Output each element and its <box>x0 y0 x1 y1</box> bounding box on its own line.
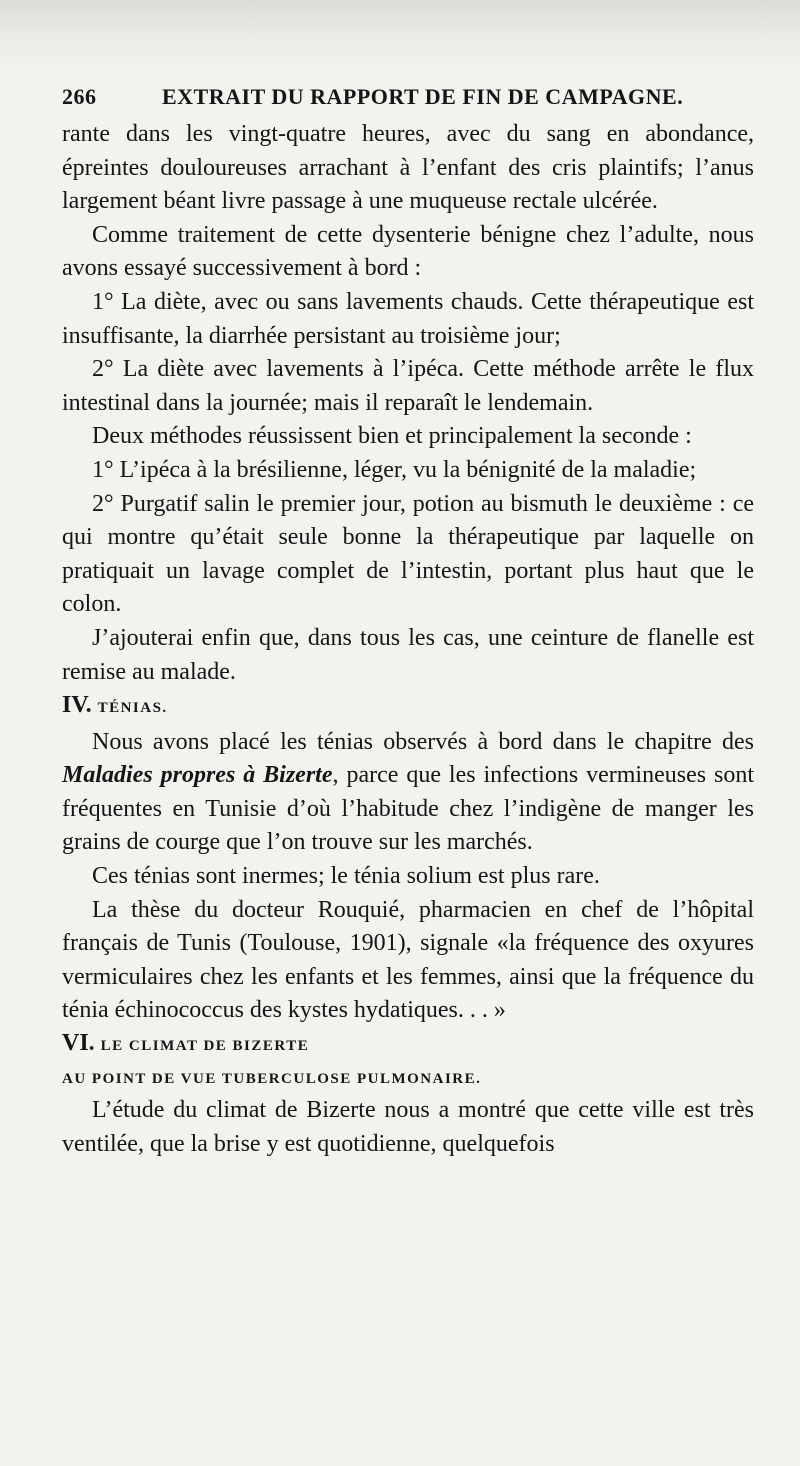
section-heading-iv <box>62 689 754 726</box>
paragraph: Ces ténias sont inermes; le ténia solium est plus rare. <box>92 863 600 890</box>
paragraph: Comme traitement de cette dysenterie bénigne chez l’adulte, nous avons essayé successivement à bord : <box>62 221 754 282</box>
body-text <box>62 118 754 1161</box>
section-number: VI. <box>62 1030 95 1057</box>
section-subtitle <box>62 1061 754 1094</box>
section-title: LE CLIMAT DE BIZERTE <box>100 1038 310 1055</box>
paragraph <box>62 726 754 860</box>
running-header <box>62 80 684 120</box>
paragraph-text: Nous avons placé les ténias observés à bord dans le chapitre des <box>92 728 754 755</box>
running-title: EXTRAIT DU RAPPORT DE FIN DE CAMPAGNE. <box>162 84 684 109</box>
paragraph: 1° La diète, avec ou sans lavements chauds. Cette thérapeutique est insuffisante, la diarrhée persistant au troisième jour; <box>62 288 754 349</box>
paragraph: J’ajouterai enfin que, dans tous les cas, une ceinture de flanelle est remise au malade. <box>62 624 754 685</box>
section-heading-vi <box>62 1028 754 1061</box>
paragraph: 1° L’ipéca à la brésilienne, léger, vu la bénignité de la maladie; <box>92 456 697 483</box>
section-title: TÉNIAS. <box>97 700 168 717</box>
section-title: AU POINT DE VUE TUBERCULOSE PULMONAIRE. <box>62 1071 482 1088</box>
paragraph-text: , parce que les infections vermineuses sont fréquentes en Tunisie d’où l’habitude chez l’indigène de manger les grains de courge que l’on trouve sur les marchés. <box>62 762 755 856</box>
paragraph: Deux méthodes réussissent bien et principalement la seconde : <box>92 423 692 450</box>
italic-title: Maladies propres à Bizerte <box>62 762 333 789</box>
section-number: IV. <box>62 692 92 719</box>
paragraph: 2° Purgatif salin le premier jour, potion au bismuth le deuxième : ce qui montre qu’était seule bonne la thérapeutique par laquelle on pratiquait un lavage complet de l’intestin, portant plus haut que le colon. <box>62 490 754 618</box>
paragraph: La thèse du docteur Rouquié, pharmacien en chef de l’hôpital français de Tunis (Toulouse, 1901), signale «la fréquence des oxyures vermiculaires chez les enfants et les femmes, ainsi que la fréquence du ténia échinococcus des kystes hydatiques. . . » <box>62 896 754 1024</box>
page-number: 266 <box>62 84 97 109</box>
paragraph: 2° La diète avec lavements à l’ipéca. Cette méthode arrête le flux intestinal dans la journée; mais il reparaît le lendemain. <box>62 356 754 416</box>
paragraph: rante dans les vingt-quatre heures, avec du sang en abondance, épreintes douloureuses arrachant à l’enfant des cris plaintifs; l’anus largement béant livre passage à une muqueuse rectale ulcérée. <box>62 121 754 215</box>
paragraph: L’étude du climat de Bizerte nous a montré que cette ville est très ventilée, que la brise y est quotidienne, quelquefois <box>62 1097 754 1157</box>
